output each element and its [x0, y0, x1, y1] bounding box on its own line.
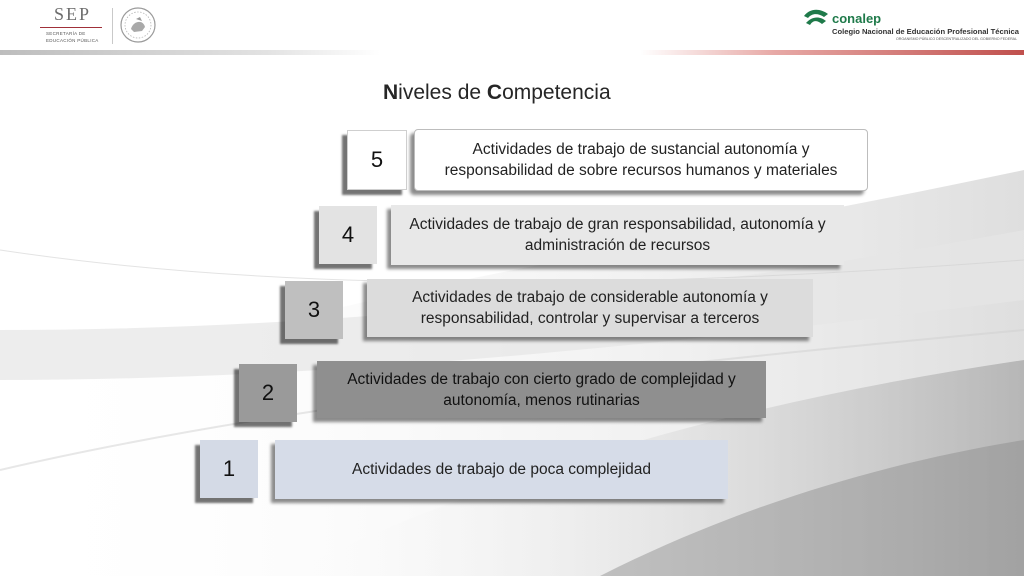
header-divider [112, 8, 113, 44]
level-text-3: Actividades de trabajo de considerable autonomía y responsabilidad, controlar y supervisar a terceros [412, 289, 768, 327]
conalep-logo [802, 6, 1017, 46]
sep-subtitle-line2: EDUCACIÓN PÚBLICA [46, 38, 99, 43]
sep-logo [38, 4, 108, 50]
conalep-subtitle: ORGANISMO PÚBLICO DESCENTRALIZADO DEL GOBIERNO FEDERAL [896, 37, 1018, 41]
level-description-4 [391, 205, 844, 265]
level-text-1: Actividades de trabajo de poca complejidad [352, 461, 651, 478]
level-description-2 [317, 361, 766, 418]
title-part1: iveles de [398, 81, 487, 104]
conalep-word: conalep [832, 11, 882, 26]
sep-divider-line [40, 27, 102, 28]
header-rule-left [0, 50, 380, 55]
title-initial-c: C [486, 81, 503, 104]
level-text-5: Actividades de trabajo de sustancial autonomía y responsabilidad de sobre recursos humanos y materiales [444, 141, 838, 179]
level-description-5 [414, 129, 868, 191]
mexican-coat-of-arms-icon [118, 5, 158, 45]
level-number-1: 1 [200, 440, 258, 498]
title-part2: ompetencia [502, 81, 611, 104]
sep-word: SEP [54, 4, 92, 24]
level-text-2: Actividades de trabajo con cierto grado de complejidad y autonomía, menos rutinarias [347, 370, 736, 409]
level-number-2: 2 [239, 364, 297, 422]
level-text-4: Actividades de trabajo de gran responsabilidad, autonomía y administración de recursos [409, 216, 826, 254]
conalep-logo-icon [802, 6, 830, 30]
level-description-1 [275, 440, 728, 499]
level-number-4: 4 [319, 206, 377, 264]
title-initial-n: N [383, 81, 399, 104]
sep-subtitle-line1: SECRETARÍA DE [46, 31, 86, 36]
level-number-3: 3 [285, 281, 343, 339]
level-description-3 [367, 279, 813, 337]
header-rule-right [640, 50, 1024, 55]
level-number-5: 5 [347, 130, 407, 190]
conalep-full-name: Colegio Nacional de Educación Profesional Técnica [832, 27, 1019, 36]
page-header [0, 0, 1024, 58]
page-title [383, 81, 611, 105]
